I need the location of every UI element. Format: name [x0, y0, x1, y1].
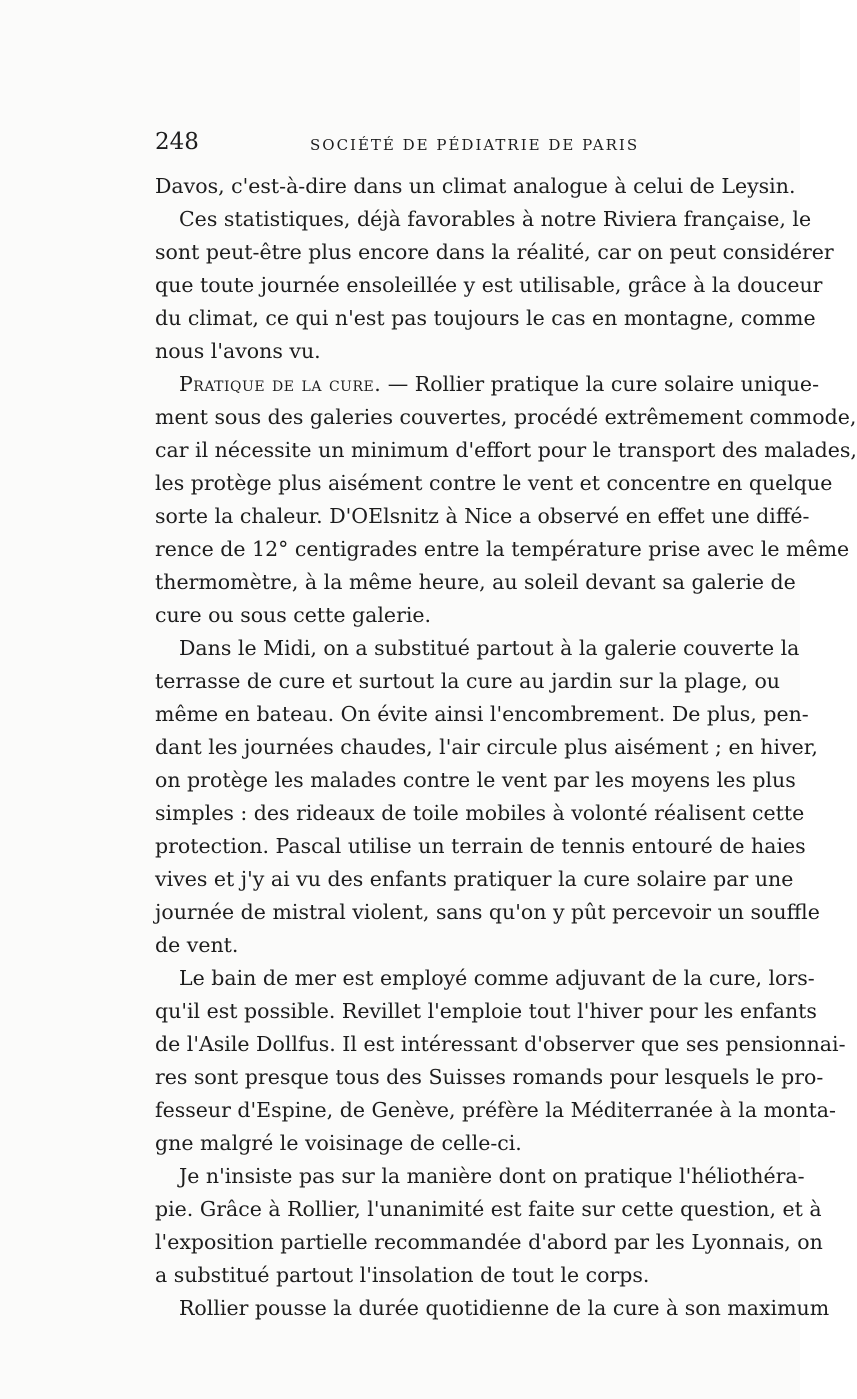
- text-line: Je n'insiste pas sur la manière dont on pratique l'héliothéra-: [179, 1164, 805, 1188]
- text-line: ment sous des galeries couvertes, procédé extrêmement commode,: [155, 405, 857, 429]
- text-line: simples : des rideaux de toile mobiles à volonté réalisent cette: [155, 801, 805, 825]
- section-heading: Pratique de la cure.: [179, 372, 382, 396]
- text-line: res sont presque tous des Suisses romands pour lesquels le pro-: [155, 1065, 824, 1089]
- text-line: journée de mistral violent, sans qu'on y pût percevoir un souffle: [155, 900, 820, 924]
- text-line: les protège plus aisément contre le vent et concentre en quelque: [155, 471, 833, 495]
- text-line: Le bain de mer est employé comme adjuvant de la cure, lors-: [179, 966, 815, 990]
- text-line: gne malgré le voisinage de celle-ci.: [155, 1131, 522, 1155]
- text-line: cure ou sous cette galerie.: [155, 603, 432, 627]
- text-line: thermomètre, à la même heure, au soleil devant sa galerie de: [155, 570, 796, 594]
- text-line: [155, 368, 819, 401]
- running-title: SOCIÉTÉ DE PÉDIATRIE DE PARIS: [310, 136, 640, 154]
- text-line: l'exposition partielle recommandée d'abord par les Lyonnais, on: [155, 1230, 823, 1254]
- text-line: terrasse de cure et surtout la cure au jardin sur la plage, ou: [155, 669, 780, 693]
- text-line: sorte la chaleur. D'OElsnitz à Nice a observé en effet une diffé-: [155, 504, 810, 528]
- text-line: a substitué partout l'insolation de tout le corps.: [155, 1263, 650, 1287]
- text-line: protection. Pascal utilise un terrain de tennis entouré de haies: [155, 834, 806, 858]
- text-line: dant les journées chaudes, l'air circule plus aisément ; en hiver,: [155, 735, 818, 759]
- text-line: Rollier pousse la durée quotidienne de la cure à son maximum: [179, 1296, 830, 1320]
- text-line: car il nécessite un minimum d'effort pour le transport des malades,: [155, 438, 857, 462]
- text-line: même en bateau. On évite ainsi l'encombrement. De plus, pen-: [155, 702, 809, 726]
- text-line: de l'Asile Dollfus. Il est intéressant d'observer que ses pensionnai-: [155, 1032, 846, 1056]
- body-text: [155, 170, 857, 1325]
- text-line: pie. Grâce à Rollier, l'unanimité est faite sur cette question, et à: [155, 1197, 822, 1221]
- text-line: fesseur d'Espine, de Genève, préfère la Méditerranée à la monta-: [155, 1098, 836, 1122]
- text-line: de vent.: [155, 933, 239, 957]
- text-line: Dans le Midi, on a substitué partout à la galerie couverte la: [179, 636, 800, 660]
- text-line: Ces statistiques, déjà favorables à notre Riviera française, le: [179, 207, 812, 231]
- text-line: on protège les malades contre le vent par les moyens les plus: [155, 768, 796, 792]
- text-line: rence de 12° centigrades entre la température prise avec le même: [155, 537, 850, 561]
- text-line: qu'il est possible. Revillet l'emploie tout l'hiver pour les enfants: [155, 999, 817, 1023]
- text-line: du climat, ce qui n'est pas toujours le cas en montagne, comme: [155, 306, 816, 330]
- text-line: sont peut-être plus encore dans la réalité, car on peut considérer: [155, 240, 834, 264]
- page-number: 248: [155, 129, 199, 155]
- text-line-content: — Rollier pratique la cure solaire unique-: [381, 372, 819, 396]
- text-line: Davos, c'est-à-dire dans un climat analogue à celui de Leysin.: [155, 174, 796, 198]
- text-line: vives et j'y ai vu des enfants pratiquer la cure solaire par une: [155, 867, 794, 891]
- text-line: que toute journée ensoleillée y est utilisable, grâce à la douceur: [155, 273, 823, 297]
- text-line: nous l'avons vu.: [155, 339, 321, 363]
- running-head: [155, 128, 780, 162]
